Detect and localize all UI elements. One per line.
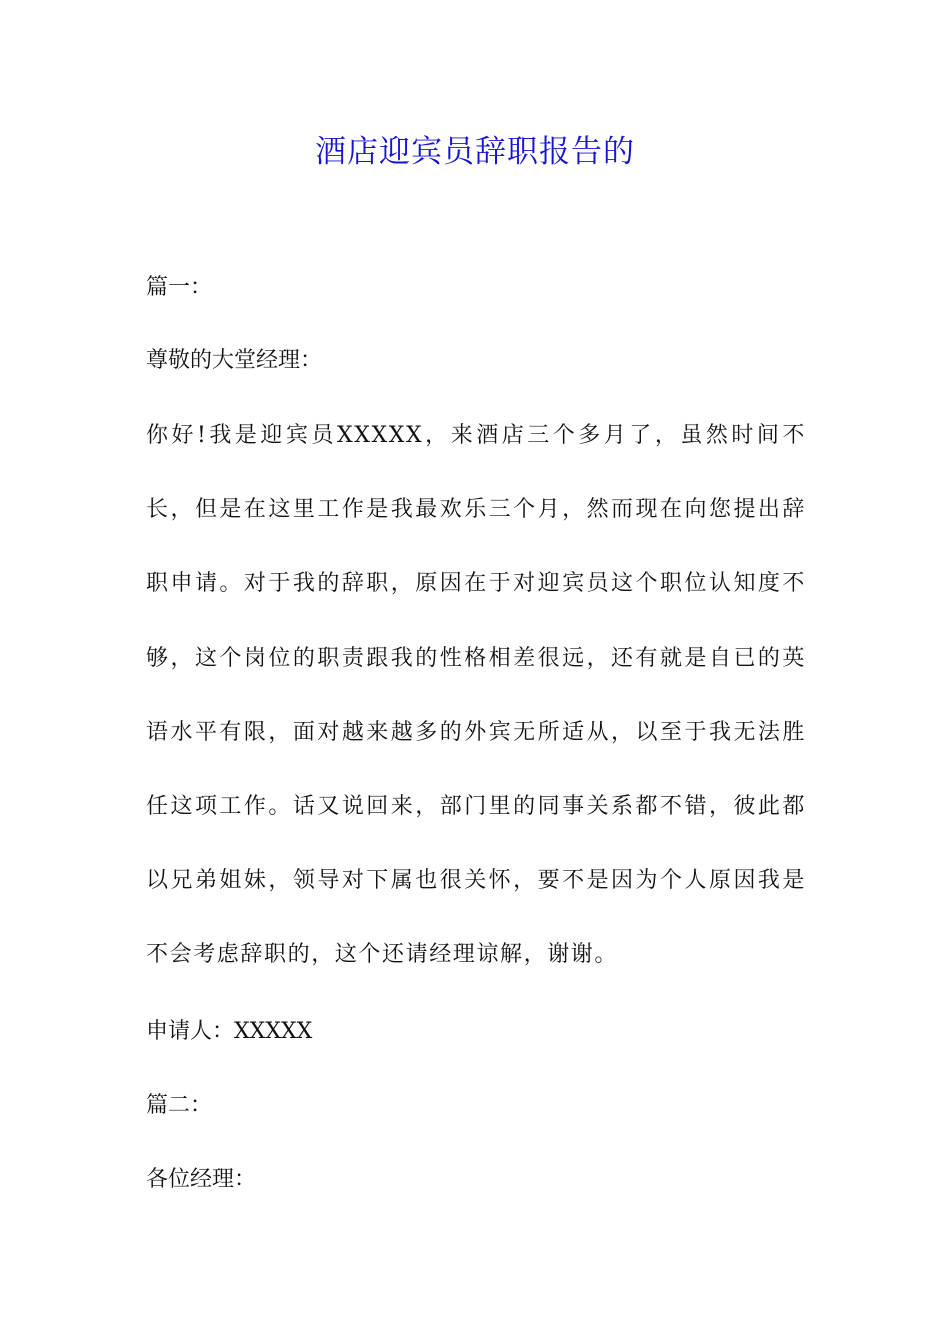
salutation-2: 各位经理： xyxy=(146,1167,257,1192)
section-heading-2: 篇二： xyxy=(146,1093,213,1118)
applicant-line: 申请人：XXXXX xyxy=(146,1019,313,1044)
salutation-1: 尊敬的大堂经理： xyxy=(146,348,323,373)
document-title: 酒店迎宾员辞职报告的 xyxy=(315,134,635,170)
section-heading-1: 篇一： xyxy=(146,275,213,300)
letter-body-1: 你好!我是迎宾员XXXXX，来酒店三个多月了，虽然时间不长，但是在这里工作是我最欢乐三个月，然而现在向您提出辞职申请。对于我的辞职，原因在于对迎宾员这个职位认知度不够，这个岗位的职责跟我的性格相差很远，还有就是自已的英语水平有限，面对越来越多的外宾无所适从，以至于我无法胜任这项工作。话又说回来，部门里的同事关系都不错，彼此都以兄弟姐妹，领导对下属也很关怀，要不是因为个人原因我是不会考虑辞职的，这个还请经理谅解，谢谢。 xyxy=(146,423,806,968)
